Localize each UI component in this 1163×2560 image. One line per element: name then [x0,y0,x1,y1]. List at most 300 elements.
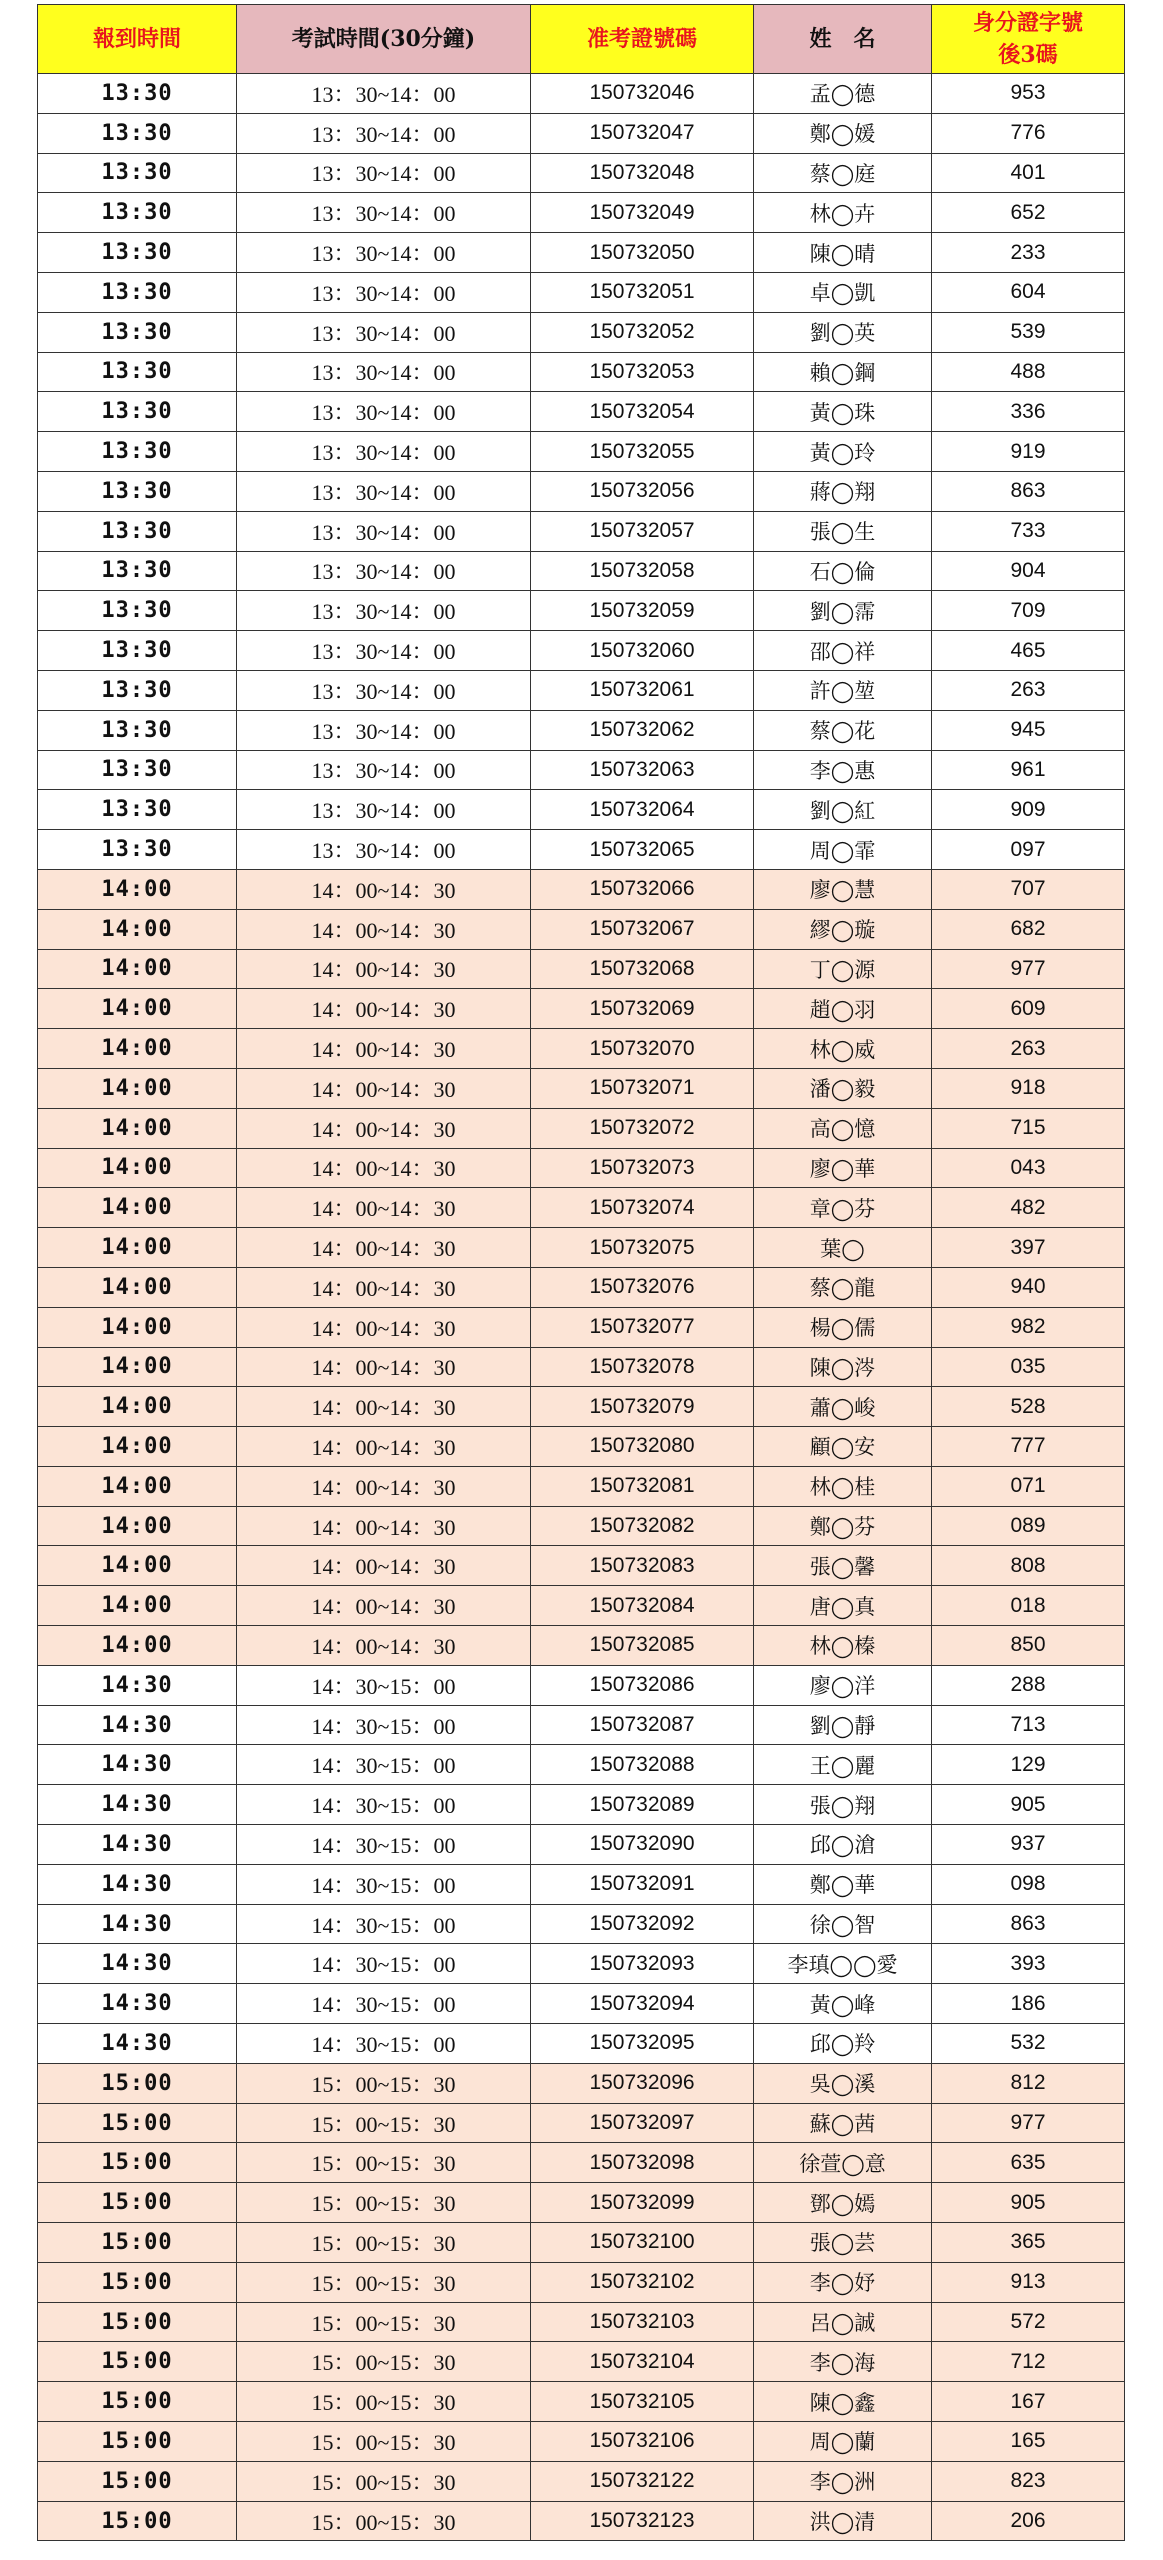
id-suffix-cell: 089 [932,1506,1125,1546]
name-cell: 張◯芸 [754,2223,932,2263]
table-body [38,74,1125,2541]
report-time-cell: 14:00 [38,1307,237,1347]
exam-time-cell: 14：00~14：30 [237,1108,531,1148]
id-suffix-cell: 609 [932,989,1125,1029]
id-suffix-cell: 393 [932,1944,1125,1984]
exam-time-cell: 15：00~15：30 [237,2262,531,2302]
report-time-cell: 14:30 [38,1944,237,1984]
report-time-cell: 14:30 [38,1825,237,1865]
ticket-number-cell: 150732072 [531,1108,754,1148]
ticket-number-cell: 150732094 [531,1984,754,2024]
table-row [38,272,1125,312]
exam-time-cell: 14：00~14：30 [237,1188,531,1228]
table-row [38,909,1125,949]
table-row [38,1825,1125,1865]
id-suffix-cell: 397 [932,1228,1125,1268]
report-time-cell: 13:30 [38,511,237,551]
name-cell: 劉◯英 [754,312,932,352]
exam-time-cell: 14：00~14：30 [237,1506,531,1546]
name-cell: 蘇◯茜 [754,2103,932,2143]
id-suffix-cell: 288 [932,1665,1125,1705]
table-row [38,1546,1125,1586]
ticket-number-cell: 150732104 [531,2342,754,2382]
ticket-number-cell: 150732075 [531,1228,754,1268]
report-time-cell: 13:30 [38,392,237,432]
name-cell: 黃◯峰 [754,1984,932,2024]
exam-time-cell: 13：30~14：00 [237,153,531,193]
table-row [38,591,1125,631]
report-time-cell: 14:30 [38,1705,237,1745]
exam-time-cell: 13：30~14：00 [237,790,531,830]
ticket-number-cell: 150732092 [531,1904,754,1944]
table-row [38,1705,1125,1745]
exam-time-cell: 13：30~14：00 [237,750,531,790]
report-time-cell: 14:00 [38,1347,237,1387]
name-cell: 蔡◯龍 [754,1267,932,1307]
ticket-number-cell: 150732083 [531,1546,754,1586]
exam-time-cell: 14：00~14：30 [237,1387,531,1427]
table-row [38,2063,1125,2103]
report-time-cell: 14:00 [38,1586,237,1626]
header-id-suffix: 身分證字號 後3碼 [932,5,1125,74]
report-time-cell: 13:30 [38,432,237,472]
report-time-cell: 13:30 [38,631,237,671]
report-time-cell: 14:00 [38,1387,237,1427]
report-time-cell: 14:00 [38,1546,237,1586]
id-suffix-cell: 977 [932,949,1125,989]
id-suffix-cell: 263 [932,670,1125,710]
id-suffix-cell: 043 [932,1148,1125,1188]
name-cell: 蔣◯翔 [754,471,932,511]
ticket-number-cell: 150732062 [531,710,754,750]
exam-time-cell: 14：00~14：30 [237,1626,531,1666]
exam-time-cell: 15：00~15：30 [237,2063,531,2103]
exam-time-cell: 14：00~14：30 [237,1068,531,1108]
report-time-cell: 13:30 [38,193,237,233]
ticket-number-cell: 150732051 [531,272,754,312]
report-time-cell: 15:00 [38,2063,237,2103]
ticket-number-cell: 150732066 [531,869,754,909]
name-cell: 鄭◯華 [754,1864,932,1904]
table-row [38,74,1125,114]
ticket-number-cell: 150732069 [531,989,754,1029]
name-cell: 廖◯洋 [754,1665,932,1705]
exam-time-cell: 14：00~14：30 [237,869,531,909]
id-suffix-cell: 982 [932,1307,1125,1347]
id-suffix-cell: 733 [932,511,1125,551]
name-cell: 林◯卉 [754,193,932,233]
report-time-cell: 14:00 [38,1108,237,1148]
id-suffix-cell: 904 [932,551,1125,591]
ticket-number-cell: 150732070 [531,1029,754,1069]
id-suffix-cell: 823 [932,2461,1125,2501]
name-cell: 潘◯毅 [754,1068,932,1108]
ticket-number-cell: 150732056 [531,471,754,511]
name-cell: 劉◯霈 [754,591,932,631]
exam-time-cell: 14：00~14：30 [237,1267,531,1307]
id-suffix-cell: 863 [932,1904,1125,1944]
name-cell: 李◯妤 [754,2262,932,2302]
table-row [38,1984,1125,2024]
name-cell: 繆◯璇 [754,909,932,949]
ticket-number-cell: 150732046 [531,74,754,114]
report-time-cell: 15:00 [38,2302,237,2342]
exam-time-cell: 14：30~15：00 [237,2024,531,2064]
id-suffix-cell: 035 [932,1347,1125,1387]
name-cell: 廖◯華 [754,1148,932,1188]
report-time-cell: 13:30 [38,830,237,870]
table-row [38,2302,1125,2342]
exam-time-cell: 14：30~15：00 [237,1984,531,2024]
exam-time-cell: 14：00~14：30 [237,1228,531,1268]
report-time-cell: 14:00 [38,1267,237,1307]
name-cell: 徐◯智 [754,1904,932,1944]
ticket-number-cell: 150732087 [531,1705,754,1745]
id-suffix-cell: 863 [932,471,1125,511]
header-report-time: 報到時間 [38,5,237,74]
exam-time-cell: 14：30~15：00 [237,1825,531,1865]
id-suffix-cell: 488 [932,352,1125,392]
id-suffix-cell: 808 [932,1546,1125,1586]
exam-time-cell: 13：30~14：00 [237,710,531,750]
ticket-number-cell: 150732048 [531,153,754,193]
report-time-cell: 14:00 [38,869,237,909]
name-cell: 呂◯誠 [754,2302,932,2342]
name-cell: 鄧◯嫣 [754,2183,932,2223]
table-row [38,869,1125,909]
id-suffix-cell: 905 [932,2183,1125,2223]
ticket-number-cell: 150732084 [531,1586,754,1626]
name-cell: 蕭◯峻 [754,1387,932,1427]
table-row [38,2342,1125,2382]
report-time-cell: 14:00 [38,909,237,949]
ticket-number-cell: 150732106 [531,2422,754,2462]
exam-time-cell: 15：00~15：30 [237,2103,531,2143]
table-row [38,312,1125,352]
exam-time-cell: 15：00~15：30 [237,2143,531,2183]
ticket-number-cell: 150732073 [531,1148,754,1188]
id-suffix-cell: 186 [932,1984,1125,2024]
name-cell: 陳◯晴 [754,233,932,273]
table-row [38,1904,1125,1944]
id-suffix-cell: 977 [932,2103,1125,2143]
report-time-cell: 13:30 [38,670,237,710]
exam-time-cell: 13：30~14：00 [237,631,531,671]
name-cell: 周◯霏 [754,830,932,870]
table-row [38,2382,1125,2422]
header-row [38,5,1125,74]
exam-time-cell: 15：00~15：30 [237,2183,531,2223]
ticket-number-cell: 150732077 [531,1307,754,1347]
id-suffix-cell: 233 [932,233,1125,273]
report-time-cell: 14:00 [38,1029,237,1069]
exam-time-cell: 14：30~15：00 [237,1705,531,1745]
report-time-cell: 14:00 [38,1068,237,1108]
report-time-cell: 13:30 [38,352,237,392]
header-name: 姓 名 [754,5,932,74]
exam-time-cell: 15：00~15：30 [237,2342,531,2382]
ticket-number-cell: 150732081 [531,1466,754,1506]
ticket-number-cell: 150732064 [531,790,754,830]
ticket-number-cell: 150732080 [531,1427,754,1467]
id-suffix-cell: 918 [932,1068,1125,1108]
table-row [38,233,1125,273]
ticket-number-cell: 150732067 [531,909,754,949]
id-suffix-cell: 812 [932,2063,1125,2103]
report-time-cell: 13:30 [38,591,237,631]
id-suffix-cell: 572 [932,2302,1125,2342]
table-row [38,1267,1125,1307]
exam-time-cell: 14：30~15：00 [237,1785,531,1825]
exam-time-cell: 15：00~15：30 [237,2501,531,2541]
table-row [38,2103,1125,2143]
report-time-cell: 14:00 [38,1188,237,1228]
ticket-number-cell: 150732079 [531,1387,754,1427]
ticket-number-cell: 150732058 [531,551,754,591]
name-cell: 李瑱◯◯愛 [754,1944,932,1984]
table-row [38,830,1125,870]
id-suffix-cell: 336 [932,392,1125,432]
id-suffix-cell: 532 [932,2024,1125,2064]
table-row [38,1228,1125,1268]
exam-time-cell: 14：00~14：30 [237,1466,531,1506]
exam-schedule-sheet [37,4,1124,2541]
ticket-number-cell: 150732089 [531,1785,754,1825]
name-cell: 廖◯慧 [754,869,932,909]
ticket-number-cell: 150732102 [531,2262,754,2302]
id-suffix-cell: 707 [932,869,1125,909]
table-row [38,352,1125,392]
report-time-cell: 14:00 [38,1626,237,1666]
table-row [38,631,1125,671]
ticket-number-cell: 150732053 [531,352,754,392]
exam-time-cell: 15：00~15：30 [237,2382,531,2422]
id-suffix-cell: 482 [932,1188,1125,1228]
report-time-cell: 14:00 [38,1466,237,1506]
name-cell: 林◯桂 [754,1466,932,1506]
report-time-cell: 15:00 [38,2262,237,2302]
table-row [38,2024,1125,2064]
ticket-number-cell: 150732099 [531,2183,754,2223]
table-row [38,193,1125,233]
exam-time-cell: 13：30~14：00 [237,830,531,870]
report-time-cell: 14:00 [38,989,237,1029]
name-cell: 蔡◯庭 [754,153,932,193]
exam-time-cell: 14：00~14：30 [237,1586,531,1626]
exam-time-cell: 14：00~14：30 [237,949,531,989]
table-row [38,790,1125,830]
id-suffix-cell: 635 [932,2143,1125,2183]
exam-time-cell: 14：00~14：30 [237,1307,531,1347]
exam-time-cell: 14：00~14：30 [237,1546,531,1586]
name-cell: 洪◯清 [754,2501,932,2541]
ticket-number-cell: 150732076 [531,1267,754,1307]
table-row [38,1108,1125,1148]
exam-time-cell: 13：30~14：00 [237,233,531,273]
exam-time-cell: 13：30~14：00 [237,312,531,352]
table-row [38,432,1125,472]
table-row [38,2143,1125,2183]
exam-time-cell: 14：30~15：00 [237,1665,531,1705]
id-suffix-cell: 940 [932,1267,1125,1307]
id-suffix-cell: 919 [932,432,1125,472]
report-time-cell: 14:00 [38,1427,237,1467]
name-cell: 楊◯儒 [754,1307,932,1347]
exam-time-cell: 15：00~15：30 [237,2302,531,2342]
report-time-cell: 14:00 [38,1506,237,1546]
ticket-number-cell: 150732103 [531,2302,754,2342]
exam-time-cell: 14：30~15：00 [237,1745,531,1785]
table-row [38,1466,1125,1506]
name-cell: 黃◯玲 [754,432,932,472]
report-time-cell: 13:30 [38,74,237,114]
name-cell: 邵◯祥 [754,631,932,671]
name-cell: 劉◯紅 [754,790,932,830]
name-cell: 鄭◯芬 [754,1506,932,1546]
ticket-number-cell: 150732086 [531,1665,754,1705]
ticket-number-cell: 150732096 [531,2063,754,2103]
id-suffix-cell: 165 [932,2422,1125,2462]
table-row [38,2183,1125,2223]
table-row [38,670,1125,710]
exam-time-cell: 13：30~14：00 [237,352,531,392]
name-cell: 王◯麗 [754,1745,932,1785]
name-cell: 邱◯滄 [754,1825,932,1865]
name-cell: 吳◯溪 [754,2063,932,2103]
name-cell: 劉◯靜 [754,1705,932,1745]
report-time-cell: 15:00 [38,2183,237,2223]
name-cell: 丁◯源 [754,949,932,989]
name-cell: 林◯威 [754,1029,932,1069]
table-row [38,113,1125,153]
id-suffix-cell: 937 [932,1825,1125,1865]
name-cell: 張◯生 [754,511,932,551]
name-cell: 張◯馨 [754,1546,932,1586]
name-cell: 李◯海 [754,2342,932,2382]
id-suffix-cell: 712 [932,2342,1125,2382]
name-cell: 賴◯鋼 [754,352,932,392]
ticket-number-cell: 150732052 [531,312,754,352]
report-time-cell: 15:00 [38,2461,237,2501]
name-cell: 黃◯珠 [754,392,932,432]
id-suffix-cell: 129 [932,1745,1125,1785]
header-exam-time: 考試時間(30分鐘) [237,5,531,74]
exam-time-cell: 13：30~14：00 [237,471,531,511]
report-time-cell: 14:30 [38,1745,237,1785]
exam-time-cell: 14：00~14：30 [237,1148,531,1188]
id-suffix-cell: 945 [932,710,1125,750]
id-suffix-cell: 953 [932,74,1125,114]
ticket-number-cell: 150732088 [531,1745,754,1785]
table-row [38,1626,1125,1666]
ticket-number-cell: 150732059 [531,591,754,631]
ticket-number-cell: 150732091 [531,1864,754,1904]
table-row [38,710,1125,750]
exam-schedule-table [37,4,1125,2541]
ticket-number-cell: 150732090 [531,1825,754,1865]
table-row [38,2422,1125,2462]
name-cell: 唐◯真 [754,1586,932,1626]
id-suffix-cell: 709 [932,591,1125,631]
exam-time-cell: 13：30~14：00 [237,392,531,432]
name-cell: 石◯倫 [754,551,932,591]
id-suffix-cell: 098 [932,1864,1125,1904]
table-row [38,750,1125,790]
exam-time-cell: 13：30~14：00 [237,113,531,153]
report-time-cell: 14:00 [38,1148,237,1188]
name-cell: 章◯芬 [754,1188,932,1228]
report-time-cell: 14:00 [38,949,237,989]
table-row [38,392,1125,432]
id-suffix-cell: 097 [932,830,1125,870]
id-suffix-cell: 913 [932,2262,1125,2302]
report-time-cell: 15:00 [38,2223,237,2263]
table-row [38,1864,1125,1904]
table-row [38,1944,1125,1984]
id-suffix-cell: 777 [932,1427,1125,1467]
id-suffix-cell: 071 [932,1466,1125,1506]
ticket-number-cell: 150732095 [531,2024,754,2064]
table-row [38,1665,1125,1705]
ticket-number-cell: 150732123 [531,2501,754,2541]
ticket-number-cell: 150732074 [531,1188,754,1228]
name-cell: 許◯堃 [754,670,932,710]
ticket-number-cell: 150732093 [531,1944,754,1984]
report-time-cell: 15:00 [38,2342,237,2382]
report-time-cell: 14:30 [38,1904,237,1944]
ticket-number-cell: 150732068 [531,949,754,989]
exam-time-cell: 15：00~15：30 [237,2223,531,2263]
report-time-cell: 13:30 [38,750,237,790]
exam-time-cell: 14：30~15：00 [237,1904,531,1944]
report-time-cell: 14:30 [38,2024,237,2064]
report-time-cell: 14:30 [38,1864,237,1904]
table-row [38,1029,1125,1069]
name-cell: 李◯洲 [754,2461,932,2501]
id-suffix-cell: 018 [932,1586,1125,1626]
table-row [38,2223,1125,2263]
table-row [38,551,1125,591]
table-row [38,989,1125,1029]
ticket-number-cell: 150732082 [531,1506,754,1546]
exam-time-cell: 13：30~14：00 [237,272,531,312]
id-suffix-cell: 206 [932,2501,1125,2541]
id-suffix-cell: 850 [932,1626,1125,1666]
name-cell: 徐萱◯意 [754,2143,932,2183]
id-suffix-cell: 263 [932,1029,1125,1069]
name-cell: 鄭◯媛 [754,113,932,153]
exam-time-cell: 13：30~14：00 [237,193,531,233]
id-suffix-cell: 539 [932,312,1125,352]
exam-time-cell: 13：30~14：00 [237,670,531,710]
table-row [38,511,1125,551]
report-time-cell: 15:00 [38,2143,237,2183]
ticket-number-cell: 150732063 [531,750,754,790]
id-suffix-cell: 167 [932,2382,1125,2422]
name-cell: 周◯蘭 [754,2422,932,2462]
table-row [38,949,1125,989]
ticket-number-cell: 150732057 [531,511,754,551]
id-suffix-cell: 604 [932,272,1125,312]
ticket-number-cell: 150732054 [531,392,754,432]
table-row [38,1307,1125,1347]
exam-time-cell: 13：30~14：00 [237,432,531,472]
report-time-cell: 13:30 [38,153,237,193]
id-suffix-cell: 528 [932,1387,1125,1427]
exam-time-cell: 13：30~14：00 [237,551,531,591]
table-row [38,1506,1125,1546]
exam-time-cell: 14：30~15：00 [237,1864,531,1904]
